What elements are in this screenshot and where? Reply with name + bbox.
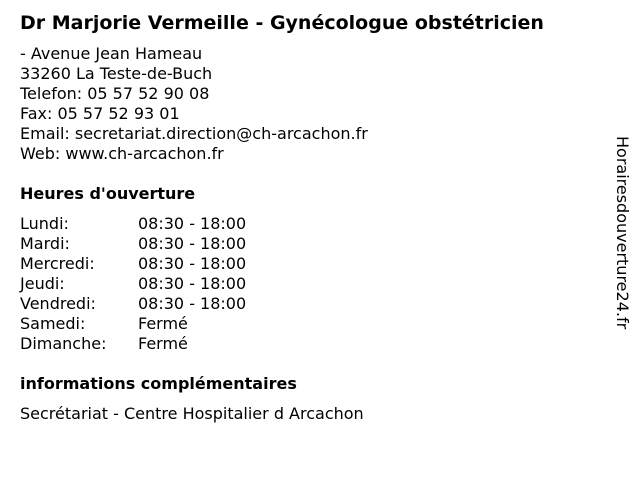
day-label: Jeudi: (20, 274, 65, 293)
hours-row-monday (20, 214, 246, 234)
side-brand-text: Horairesdouverture24.fr (613, 136, 632, 330)
hours-row-wednesday (20, 254, 246, 274)
opening-time: Fermé (138, 314, 188, 333)
day-label: Mercredi: (20, 254, 95, 273)
opening-time: 08:30 - 18:00 (138, 274, 247, 293)
info-text: Secrétariat - Centre Hospitalier d Arcachon (20, 404, 364, 423)
fax-number: Fax: 05 57 52 93 01 (20, 104, 180, 123)
hours-row-friday (20, 294, 246, 314)
address-line-1: - Avenue Jean Hameau (20, 44, 203, 63)
hours-row-thursday (20, 274, 246, 294)
phone-number: Telefon: 05 57 52 90 08 (20, 84, 210, 103)
hours-row-saturday (20, 314, 246, 334)
hours-table (20, 214, 246, 354)
hours-heading: Heures d'ouverture (20, 184, 196, 203)
day-label: Vendredi: (20, 294, 96, 313)
website-address: Web: www.ch-arcachon.fr (20, 144, 224, 163)
day-label: Mardi: (20, 234, 70, 253)
opening-time: 08:30 - 18:00 (138, 294, 247, 313)
day-label: Samedi: (20, 314, 86, 333)
hours-row-tuesday (20, 234, 246, 254)
contact-block (20, 44, 368, 164)
opening-time: 08:30 - 18:00 (138, 214, 247, 233)
info-heading: informations complémentaires (20, 374, 297, 393)
opening-time: 08:30 - 18:00 (138, 234, 247, 253)
hours-row-sunday (20, 334, 246, 354)
address-line-2: 33260 La Teste-de-Buch (20, 64, 213, 83)
opening-time: Fermé (138, 334, 188, 353)
email-address: Email: secretariat.direction@ch-arcachon.fr (20, 124, 368, 143)
day-label: Dimanche: (20, 334, 107, 353)
page-title: Dr Marjorie Vermeille - Gynécologue obstétricien (20, 12, 544, 34)
opening-time: 08:30 - 18:00 (138, 254, 247, 273)
day-label: Lundi: (20, 214, 69, 233)
